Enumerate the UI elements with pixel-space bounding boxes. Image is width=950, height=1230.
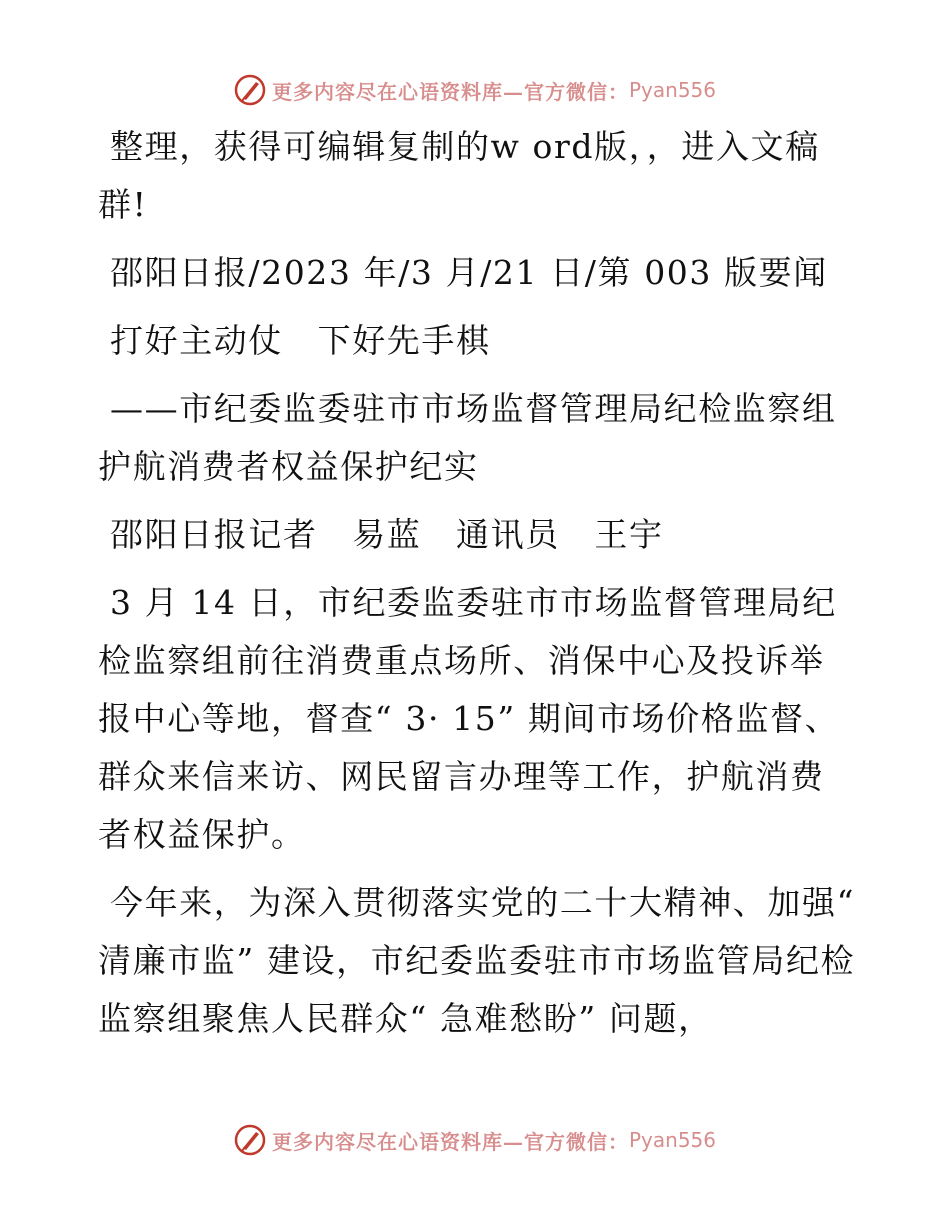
paragraph-body-2: 今年来，为深入贯彻落实党的二十大精神、加强“ 清廉市监” 建设，市纪委监委驻市市场监管局纪检监察组聚焦人民群众“ 急难愁盼” 问题， xyxy=(98,883,856,1038)
quill-pen-logo-icon xyxy=(234,74,266,106)
quill-pen-logo-icon xyxy=(234,1124,266,1156)
document-body xyxy=(98,118,858,1058)
paragraph-source: 邵阳日报/2023 年/3 月/21 日/第 003 版要闻 xyxy=(110,253,828,292)
watermark-text: 更多内容尽在心语资料库—官方微信： xyxy=(271,1129,629,1154)
paragraph-body-1: 3 月 14 日，市纪委监委驻市市场监督管理局纪检监察组前往消费重点场所、消保中心及投诉举报中心等地，督查“ 3· 15” 期间市场价格监督、群众来信来访、网民留言办理等工作，护航消费者权益保护。 xyxy=(98,583,840,854)
watermark-text: 更多内容尽在心语资料库—官方微信： xyxy=(271,79,629,104)
watermark-id: Pyan556 xyxy=(628,78,716,102)
header-watermark xyxy=(0,70,950,110)
footer-watermark xyxy=(0,1120,950,1160)
article-subtitle: ——市纪委监委驻市市场监督管理局纪检监察组护航消费者权益保护纪实 xyxy=(98,389,837,486)
article-byline: 邵阳日报记者 易蓝 通讯员 王宇 xyxy=(110,515,664,554)
paragraph-intro: 整理，获得可编辑复制的w ord版，，进入文稿群! xyxy=(98,127,820,224)
article-title: 打好主动仗 下好先手棋 xyxy=(110,321,491,360)
watermark-id: Pyan556 xyxy=(628,1128,716,1152)
